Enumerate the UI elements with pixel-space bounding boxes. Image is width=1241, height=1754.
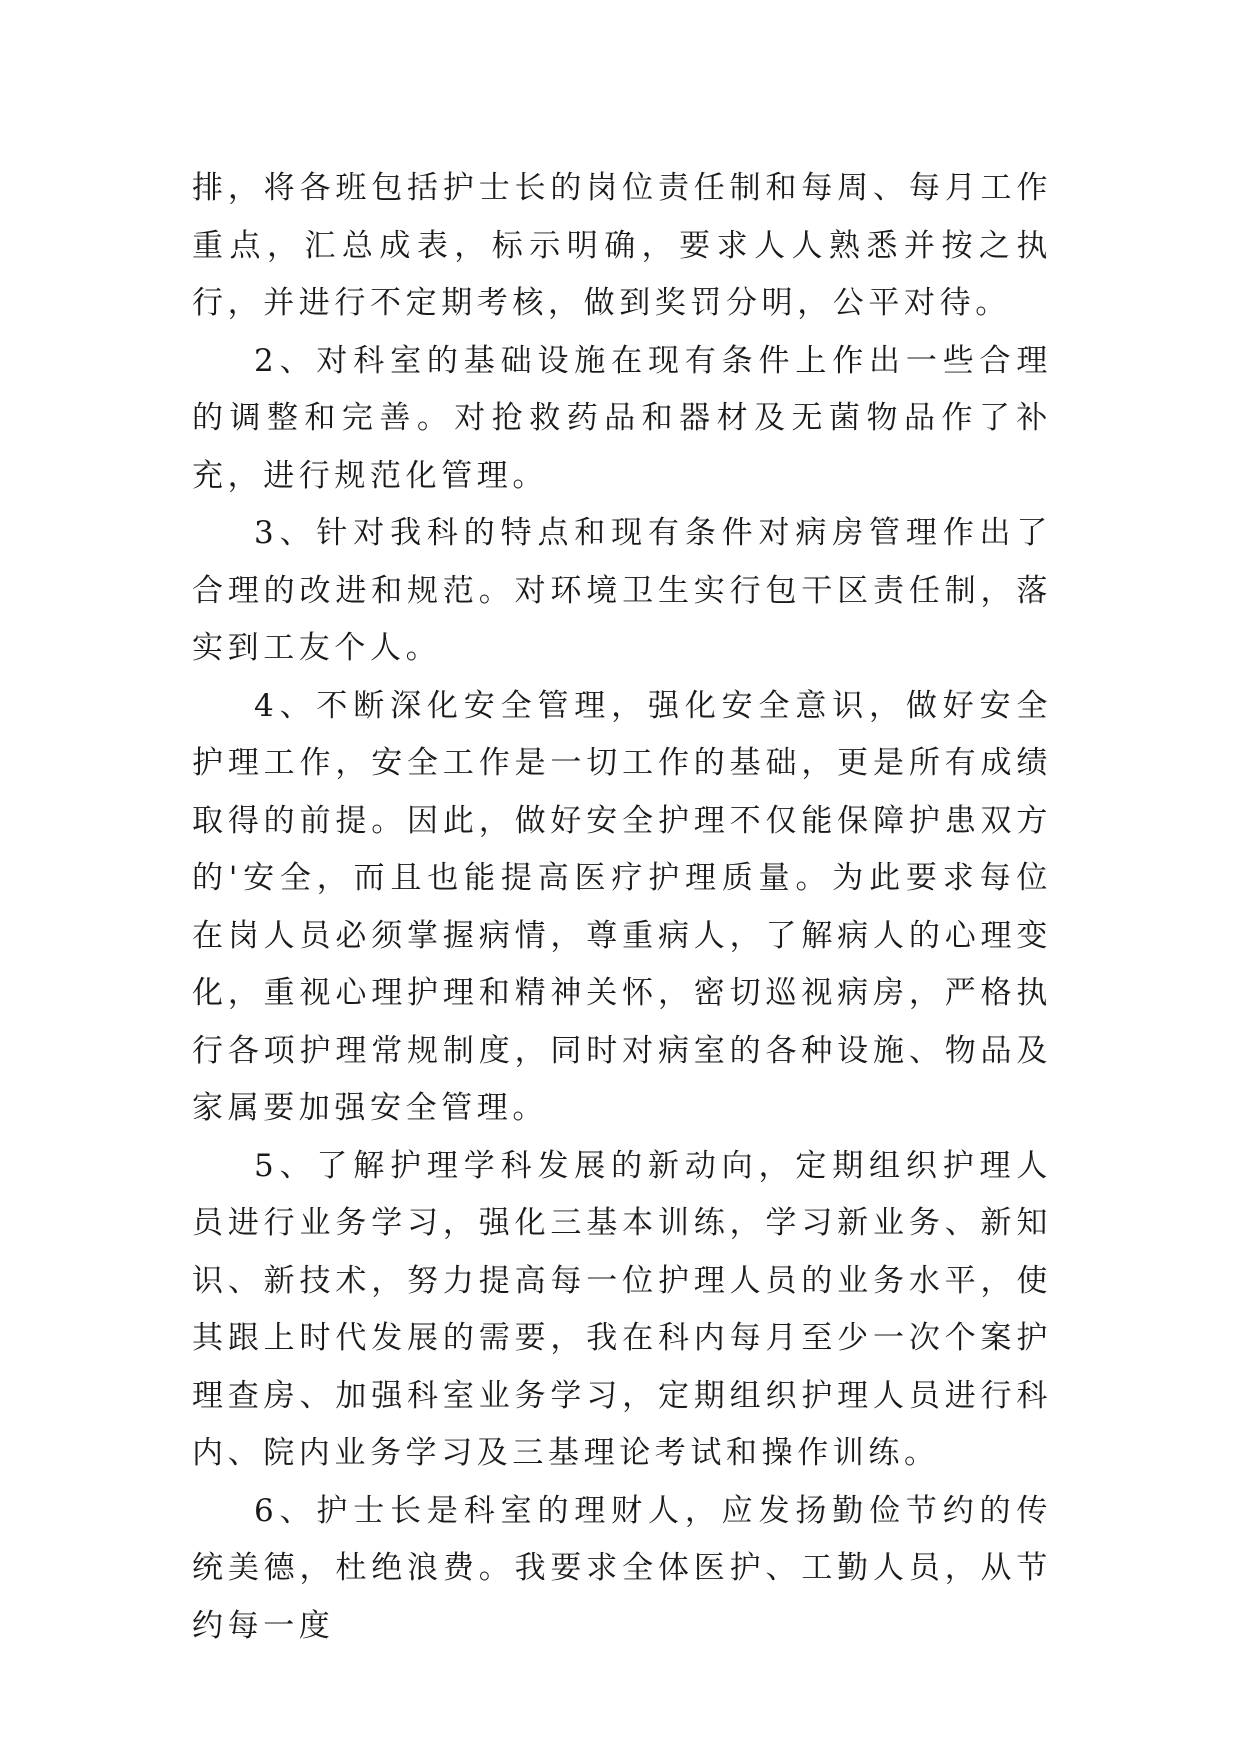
paragraph-item-6: 6、护士长是科室的理财人，应发扬勤俭节约的传统美德，杜绝浪费。我要求全体医护、工勤人员，从节约每一度 xyxy=(192,1492,1052,1644)
paragraph-item-4: 4、不断深化安全管理，强化安全意识，做好安全护理工作，安全工作是一切工作的基础，更是所有成绩取得的前提。因此，做好安全护理不仅能保障护患双方的'安全，而且也能提高医疗护理质量。为此要求每位在岗人员必须掌握病情，尊重病人，了解病人的心理变化，重视心理护理和精神关怀，密切巡视病房，严格执行各项护理常规制度，同时对病室的各种设施、物品及家属要加强安全管理。 xyxy=(192,687,1052,1126)
paragraph-item-5: 5、了解护理学科发展的新动向，定期组织护理人员进行业务学习，强化三基本训练，学习新业务、新知识、新技术，努力提高每一位护理人员的业务水平，使其跟上时代发展的需要，我在科内每月至少一次个案护理查房、加强科室业务学习，定期组织护理人员进行科内、院内业务学习及三基理论考试和操作训练。 xyxy=(192,1147,1052,1471)
paragraph-item-2: 2、对科室的基础设施在现有条件上作出一些合理的调整和完善。对抢救药品和器材及无菌物品作了补充，进行规范化管理。 xyxy=(192,342,1052,494)
paragraph-item-3: 3、针对我科的特点和现有条件对病房管理作出了合理的改进和规范。对环境卫生实行包干区责任制，落实到工友个人。 xyxy=(192,515,1052,666)
paragraph-continuation: 排，将各班包括护士长的岗位责任制和每周、每月工作重点，汇总成表，标示明确，要求人人熟悉并按之执行，并进行不定期考核，做到奖罚分明，公平对待。 xyxy=(192,170,1052,321)
document-body xyxy=(192,160,1052,1655)
